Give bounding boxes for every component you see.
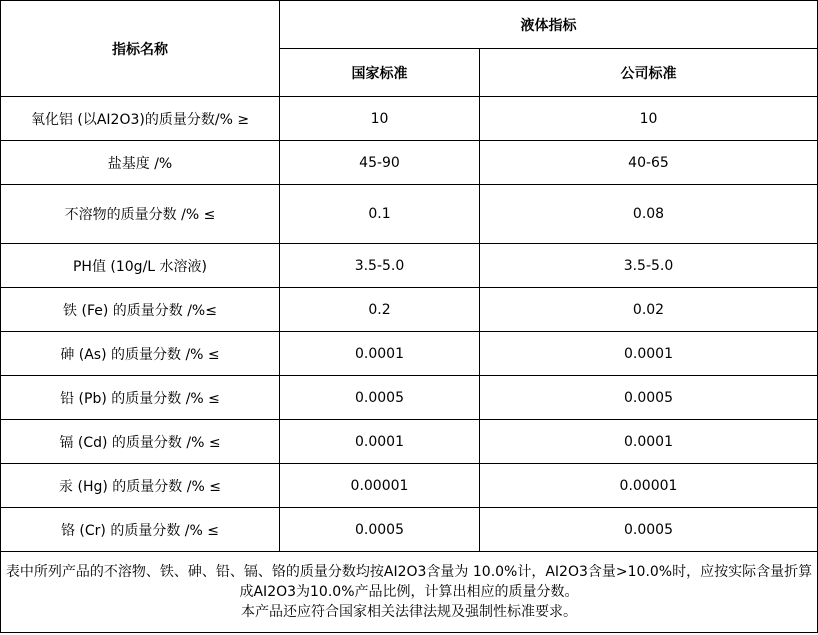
note-line-1: 表中所列产品的不溶物、铁、砷、铅、镉、铬的质量分数均按AI2O3含量为 10.0%计，AI2O3含量>10.0%时，应按实际含量折算成AI2O3为10.0%产品比例，计算出相应的质量分数。: [5, 564, 813, 600]
row-national-value: 45-90: [280, 141, 480, 185]
note-line-2: 本产品还应符合国家相关法律法规及强制性标准要求。: [241, 604, 577, 620]
row-company-value: 0.08: [480, 185, 818, 244]
table-row: [1, 464, 818, 508]
table-row: [1, 288, 818, 332]
header-company-cell: 公司标准: [480, 49, 818, 97]
table-row: [1, 376, 818, 420]
row-national-value: 0.00001: [280, 464, 480, 508]
table-row: [1, 97, 818, 141]
row-name: 铬 (Cr) 的质量分数 /% ≤: [1, 508, 280, 552]
row-national-value: 0.2: [280, 288, 480, 332]
row-company-value: 10: [480, 97, 818, 141]
row-company-value: 0.02: [480, 288, 818, 332]
table-row: [1, 332, 818, 376]
row-name: PH值 (10g/L 水溶液): [1, 244, 280, 288]
row-name: 砷 (As) 的质量分数 /% ≤: [1, 332, 280, 376]
header-national-cell: 国家标准: [280, 49, 480, 97]
row-name: 镉 (Cd) 的质量分数 /% ≤: [1, 420, 280, 464]
row-company-value: 0.0001: [480, 420, 818, 464]
table-row: [1, 244, 818, 288]
table-row: [1, 508, 818, 552]
header-group-cell: 液体指标: [280, 1, 818, 49]
row-company-value: 0.0001: [480, 332, 818, 376]
row-company-value: 40-65: [480, 141, 818, 185]
row-company-value: 3.5-5.0: [480, 244, 818, 288]
row-name: 氧化铝 (以AI2O3)的质量分数/% ≥: [1, 97, 280, 141]
row-company-value: 0.0005: [480, 508, 818, 552]
row-national-value: 0.0005: [280, 376, 480, 420]
row-national-value: 0.0005: [280, 508, 480, 552]
row-company-value: 0.00001: [480, 464, 818, 508]
note-cell: [1, 552, 818, 633]
table-row: [1, 420, 818, 464]
row-company-value: 0.0005: [480, 376, 818, 420]
row-national-value: 10: [280, 97, 480, 141]
row-name: 不溶物的质量分数 /% ≤: [1, 185, 280, 244]
row-name: 铅 (Pb) 的质量分数 /% ≤: [1, 376, 280, 420]
row-national-value: 0.1: [280, 185, 480, 244]
row-name: 铁 (Fe) 的质量分数 /%≤: [1, 288, 280, 332]
row-national-value: 0.0001: [280, 332, 480, 376]
row-national-value: 3.5-5.0: [280, 244, 480, 288]
header-name-cell: 指标名称: [1, 1, 280, 97]
table-row: [1, 141, 818, 185]
row-national-value: 0.0001: [280, 420, 480, 464]
row-name: 盐基度 /%: [1, 141, 280, 185]
note-row: [1, 552, 818, 633]
header-row-top: [1, 1, 818, 49]
row-name: 汞 (Hg) 的质量分数 /% ≤: [1, 464, 280, 508]
table-row: [1, 185, 818, 244]
